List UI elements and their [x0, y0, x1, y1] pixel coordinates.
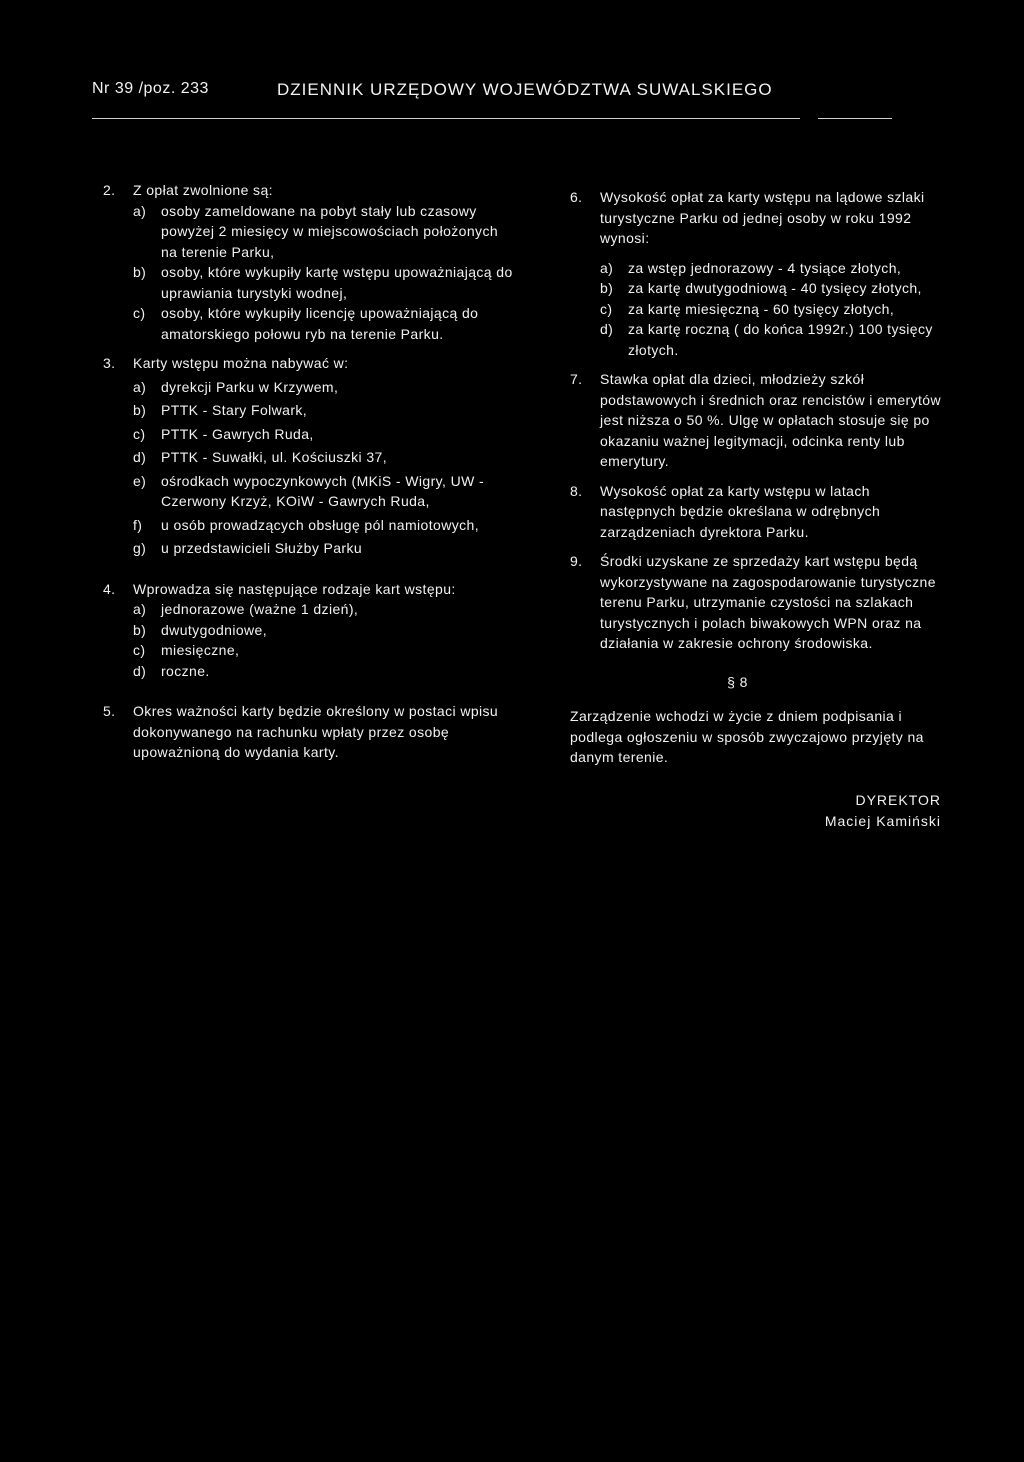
item-text: za wstęp jednorazowy - 4 tysiące złotych,: [628, 259, 902, 276]
signature-title: DYREKTOR: [855, 791, 941, 808]
signature-block: [570, 790, 945, 832]
list-item: [600, 319, 945, 360]
item-label: f): [133, 516, 143, 533]
section-heading: § 8: [727, 673, 748, 690]
paragraph-4: [103, 579, 518, 682]
item-text: za kartę miesięczną - 60 tysięcy złotych,: [628, 300, 895, 317]
item-text: PTTK - Suwałki, ul. Kościuszki 37,: [161, 449, 387, 465]
journal-title: DZIENNIK URZĘDOWY WOJEWÓDZTWA SUWALSKIEGO: [277, 80, 773, 99]
list-item: [133, 377, 518, 398]
paragraph-number: 2.: [103, 182, 116, 198]
item-label: e): [133, 472, 147, 489]
list-item: [133, 262, 518, 303]
item-label: d): [133, 449, 147, 465]
item-text: osoby, które wykupiły licencję upoważniającą do amatorskiego połowu ryb na terenie Parku.: [161, 305, 479, 342]
list-item: [133, 640, 518, 661]
item-label: c): [133, 305, 146, 321]
item-label: b): [600, 280, 614, 296]
list-item: [133, 599, 518, 620]
list-item: [133, 515, 518, 536]
paragraph-9: [570, 551, 945, 654]
paragraph-intro: Wysokość opłat za karty wstępu na lądowe szlaki turystyczne Parku od jednej osoby w roku 1992 wynosi:: [600, 189, 925, 246]
header-rule: [92, 118, 800, 119]
paragraph-7: [570, 369, 945, 472]
paragraph-text: Okres ważności karty będzie określony w postaci wpisu dokonywanego na rachunku wpłaty przez osobę upoważnioną do wydania karty.: [133, 703, 499, 760]
paragraph-8: [570, 481, 945, 543]
list-item: [133, 400, 518, 421]
list-item: [133, 661, 518, 682]
list-item: [133, 424, 518, 445]
paragraph-5: [103, 701, 518, 763]
item-text: dyrekcji Parku w Krzywem,: [161, 378, 339, 395]
item-label: a): [133, 378, 147, 395]
paragraph-6: [570, 187, 945, 360]
item-label: c): [133, 425, 146, 442]
list-item: [133, 303, 518, 344]
item-label: c): [600, 300, 613, 317]
list-item: [133, 201, 518, 263]
paragraph-number: 4.: [103, 580, 116, 597]
item-label: a): [133, 601, 147, 617]
item-label: d): [133, 662, 147, 679]
item-label: c): [133, 642, 146, 658]
header-rule-short: [818, 118, 892, 119]
right-column: [570, 187, 945, 832]
issue-number: Nr 39 /poz. 233: [92, 80, 209, 97]
list-item: [600, 258, 945, 279]
paragraph-number: 5.: [103, 703, 116, 719]
paragraph-2: [103, 180, 518, 344]
left-column: [103, 180, 518, 763]
paragraph-intro: Z opłat zwolnione są:: [133, 182, 273, 198]
item-label: b): [133, 264, 147, 280]
page-header: [92, 80, 992, 120]
list-item: [133, 471, 518, 512]
item-text: za kartę roczną ( do końca 1992r.) 100 tysięcy złotych.: [628, 321, 933, 358]
paragraph-number: 9.: [570, 553, 583, 569]
item-text: PTTK - Gawrych Ruda,: [161, 425, 314, 442]
paragraph-text: Stawka opłat dla dzieci, młodzieży szkół podstawowych i średnich oraz rencistów i emerytów jest niższa o 50 %. Ulgę w opłatach stosuje się po okazaniu ważnej legitymacji, odcinka renty lub emerytury.: [600, 371, 941, 469]
list-item: [600, 299, 945, 320]
paragraph-number: 7.: [570, 371, 583, 387]
item-label: g): [133, 540, 147, 556]
item-text: roczne.: [161, 662, 210, 679]
paragraph-intro: Wprowadza się następujące rodzaje kart wstępu:: [133, 580, 456, 597]
paragraph-text: Środki uzyskane ze sprzedaży kart wstępu będą wykorzystywane na zagospodarowanie turystyczne terenu Parku, utrzymanie czystości na szlakach turystycznych i polach biwakowych WPN oraz na działania w zakresie ochrony środowiska.: [600, 553, 936, 651]
item-text: osoby zameldowane na pobyt stały lub czasowy powyżej 2 miesięcy w miejscowościach położonych na terenie Parku,: [161, 202, 499, 260]
item-label: d): [600, 321, 614, 337]
item-text: jednorazowe (ważne 1 dzień),: [161, 601, 359, 617]
item-label: b): [133, 402, 147, 418]
list-item: [133, 447, 518, 468]
item-text: dwutygodniowe,: [161, 621, 267, 638]
item-text: osoby, które wykupiły kartę wstępu upoważniającą do uprawiania turystyki wodnej,: [161, 264, 513, 301]
item-text: miesięczne,: [161, 642, 240, 658]
item-text: za kartę dwutygodniową - 40 tysięcy złotych,: [628, 280, 922, 296]
item-label: a): [133, 202, 147, 219]
paragraph-intro: Karty wstępu można nabywać w:: [133, 355, 349, 371]
paragraph-number: 8.: [570, 482, 583, 499]
paragraph-text: Wysokość opłat za karty wstępu w latach następnych będzie określana w odrębnych zarządzeniach dyrektora Parku.: [600, 482, 881, 540]
list-item: [133, 538, 518, 559]
item-text: u przedstawicieli Służby Parku: [161, 540, 363, 556]
closing-paragraph: Zarządzenie wchodzi w życie z dniem podpisania i podlega ogłoszeniu w sposób zwyczajowo przyjęty na danym terenie.: [570, 708, 924, 765]
paragraph-number: 3.: [103, 355, 116, 371]
item-text: PTTK - Stary Folwark,: [161, 402, 308, 418]
signature-name: Maciej Kamiński: [824, 812, 941, 829]
paragraph-3: [103, 353, 518, 559]
list-item: [133, 620, 518, 641]
paragraph-number: 6.: [570, 189, 583, 205]
list-item: [600, 278, 945, 299]
item-label: a): [600, 259, 614, 276]
item-text: ośrodkach wypoczynkowych (MKiS - Wigry, UW - Czerwony Krzyż, KOiW - Gawrych Ruda,: [161, 472, 485, 509]
item-label: b): [133, 621, 147, 638]
item-text: u osób prowadzących obsługę pól namiotowych,: [161, 516, 479, 533]
